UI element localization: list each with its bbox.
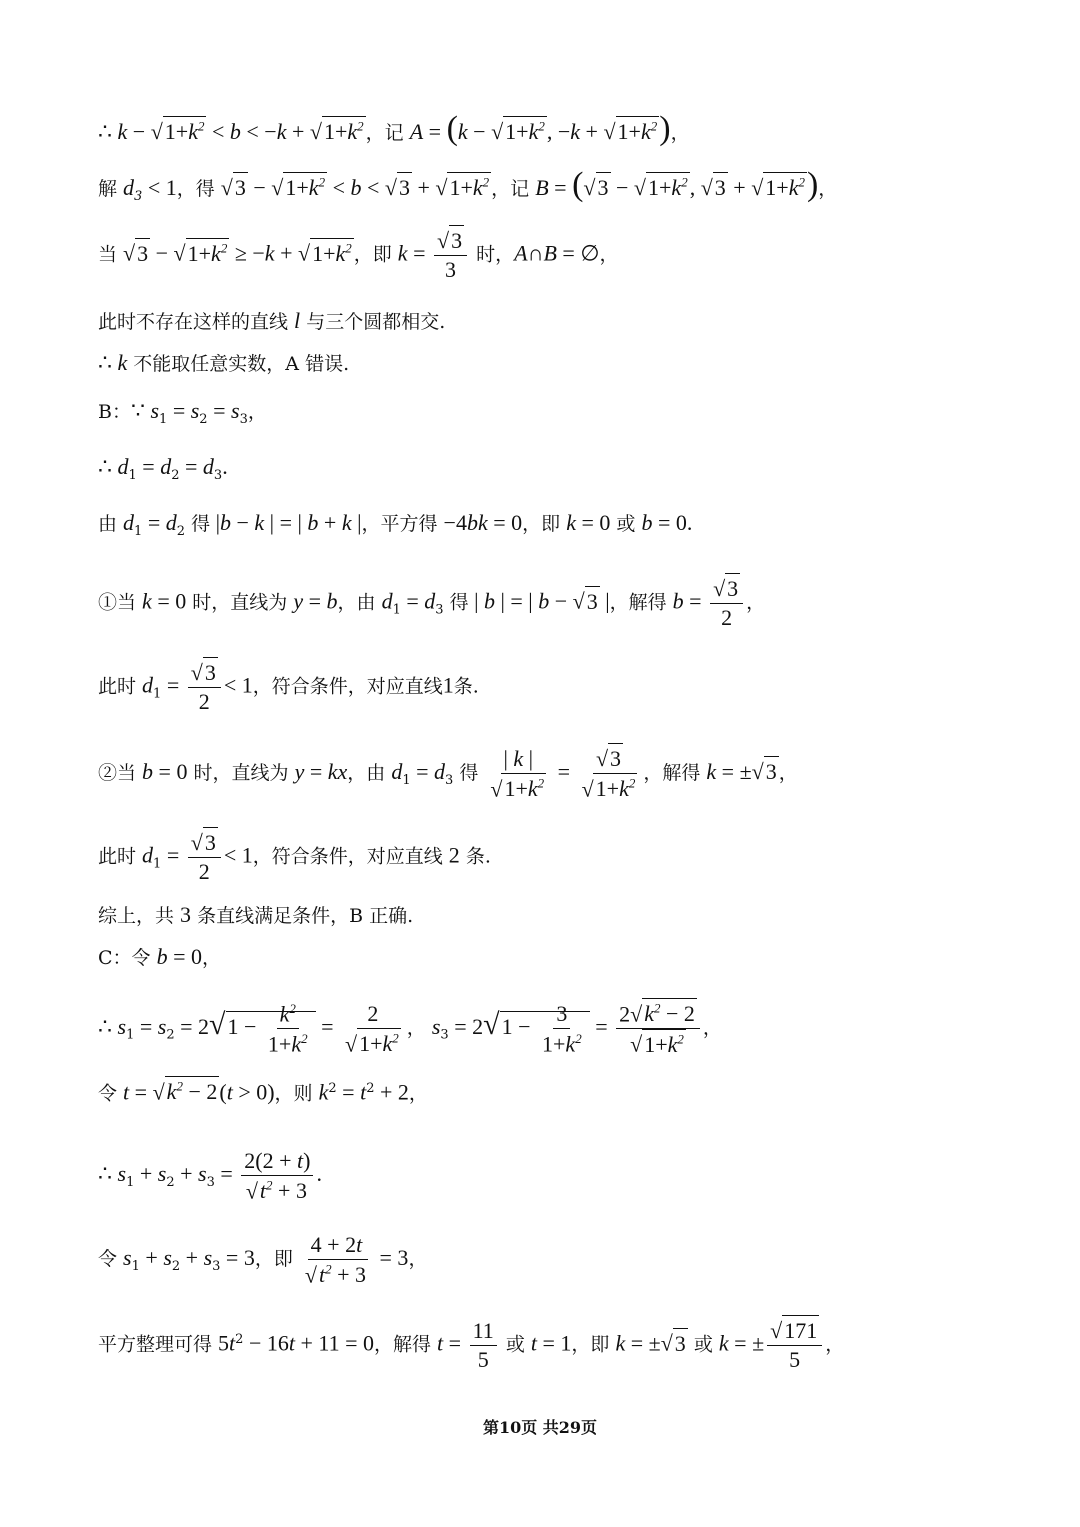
solution-line-16: 令 $t = √k^2 - 2(t > 0)$，则 $k^2 = t^2 + 2$， [98, 1080, 1020, 1103]
solution-line-2: 解 $d_3 < 1$，得 $√3 - √1+k^2 < b < √3 + √1+k^2$ ，记 $B = (√3 - √1+k^2$, $√3 + √1+k^2$)， [98, 166, 838, 204]
solution-line-4: 此时不存在这样的直线 l 与三个圆都相交. [98, 308, 446, 333]
solution-line-7: ∴ $d_1 = d_2 = d_3$. [98, 454, 228, 483]
solution-line-13: 综上，共 3 条直线满足条件，B 正确. [98, 902, 414, 927]
solution-line-18: 令 $s_1 + s_2 + s_3 = 3$，即 $\frac{4 + 2t}{√t^2 + 3}$ = 3， [98, 1232, 428, 1288]
solution-line-3: 当 $√3 - √1+k^2 \ge -k + √1+k^2$ ，即 k = $\frac{√3}{3}$ 时，A∩B = ∅， [98, 230, 1020, 281]
solution-line-1: ∴ $k - √1+k^2 < b < -k + √1+k^2$ ，记 $A = (k - √1+k^2$, $-k + √1+k^2$)， [98, 110, 690, 147]
solution-line-10: 此时 $d_1$ = $\frac{√3}{2}$ < 1，符合条件，对应直线1条. [98, 662, 1020, 713]
solution-line-11: ②当 b = 0 时，直线为 y = kx，由 $d_1 = d_3$ 得 $\frac{| k |}{√1+k^2}$ = $\frac{√3}{√1+k^2}$ ，解得 k = ±√3 ， [98, 748, 1020, 800]
page-footer: 第10页 共29页 [482, 1418, 598, 1437]
solution-line-19: 平方整理可得 $5t^2 - 16t + 11 = 0$，解得 t = $\frac{11}{5}$ 或 t = 1，即 k = ±√3 或 k = ± $\frac{√171}{5}$ ， [98, 1320, 1020, 1371]
solution-line-6: B：∵ $s_1 = s_2 = s_3$， [98, 398, 267, 427]
solution-line-9: ①当 k = 0 时，直线为 y = b，由 $d_1 = d_3$ 得 | b | = | b − √3 |，解得 b = $\frac{√3}{2}$ ， [98, 578, 1020, 629]
solution-line-12: 此时 $d_1$ = $\frac{√3}{2}$ < 1，符合条件，对应直线 2 条. [98, 832, 1020, 883]
solution-line-5: ∴ k 不能取任意实数，A 错误. [98, 350, 350, 375]
solution-line-8: 由 $d_1 = d_2$ 得 |b − k | = | b + k |，平方得 −4bk = 0，即 k = 0 或 b = 0. [98, 510, 693, 539]
solution-line-17: ∴ $s_1 + s_2 + s_3$ = $\frac{2(2 + t)}{√t^2 + 3}$ . [98, 1148, 322, 1204]
solution-line-15: ∴ $s_1 = s_2 = 2√1$ − $\frac{k^2}{1+k^2}$ = $\frac{2}{√1+k^2}$ ， $s_3 = 2√1$ − $\frac{3}{1+k^2}$ = $\frac{2√k^2 - 2}{√1+k^2}$ ， [98, 1002, 1020, 1056]
solution-line-14: C：令 b = 0， [98, 944, 222, 969]
